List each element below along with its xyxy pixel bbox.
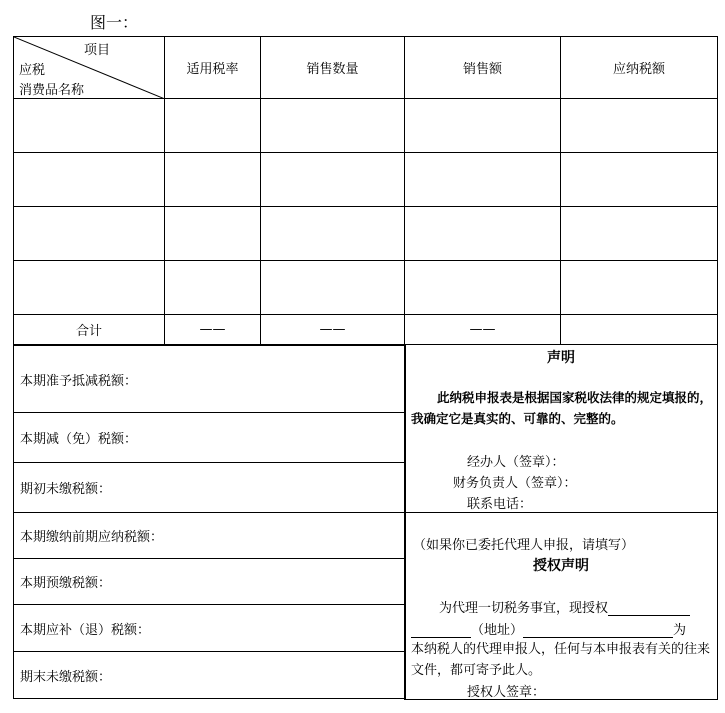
table-row [14, 261, 718, 315]
cell-rate[interactable] [165, 99, 261, 153]
handler-signature-label: 经办人（签章）： [467, 455, 565, 470]
row-prior-period-tax-paid[interactable]: 本期缴纳前期应纳税额： [14, 513, 406, 559]
cell-tax[interactable] [561, 153, 718, 207]
agent-name-field[interactable] [608, 600, 690, 616]
cell-sales[interactable] [405, 261, 561, 315]
declaration-title: 声明 [547, 350, 575, 366]
cell-quantity[interactable] [261, 99, 405, 153]
table-row [14, 207, 718, 261]
total-tax-cell[interactable] [561, 315, 718, 345]
diag-item-label: 项目 [84, 43, 111, 58]
table-row [14, 153, 718, 207]
cell-rate[interactable] [165, 261, 261, 315]
cell-tax[interactable] [561, 207, 718, 261]
cell-product[interactable] [14, 99, 165, 153]
total-rate-dash: —— [165, 315, 261, 345]
cell-tax[interactable] [561, 99, 718, 153]
total-quantity-dash: —— [261, 315, 405, 345]
declaration-body: 此纳税申报表是根据国家税收法律的规定填报的，我确定它是真实的、可靠的、完整的。 [411, 390, 713, 426]
cell-rate[interactable] [165, 153, 261, 207]
authorization-text-2: （地址） [471, 623, 524, 638]
diagonal-header-cell [14, 37, 165, 99]
table-row [14, 99, 718, 153]
cell-product[interactable] [14, 207, 165, 261]
cell-sales[interactable] [405, 153, 561, 207]
authorization-text-1: 为代理一切税务事宜，现授权 [439, 601, 609, 616]
authorization-title: 授权声明 [533, 558, 589, 574]
diag-taxable-label: 应税 [19, 63, 46, 78]
cell-sales[interactable] [405, 207, 561, 261]
authorization-note: （如果你已委托代理人申报，请填写） [413, 538, 635, 553]
agent-name-field-continued[interactable] [411, 622, 471, 638]
row-opening-unpaid-tax[interactable]: 期初未缴税额： [14, 463, 406, 513]
cell-rate[interactable] [165, 207, 261, 261]
tax-items-table [13, 36, 718, 345]
row-prepaid-tax[interactable]: 本期预缴税额： [14, 559, 406, 605]
header-tax-payable: 应纳税额 [561, 37, 718, 99]
agent-address-field[interactable] [523, 622, 673, 638]
cell-quantity[interactable] [261, 261, 405, 315]
authorizer-signature-label: 授权人签章： [467, 685, 546, 700]
figure-label: 图一： [90, 13, 139, 32]
tax-summary-table [13, 345, 406, 699]
total-sales-dash: —— [405, 315, 561, 345]
finance-signature-label: 财务负责人（签章）： [453, 476, 577, 491]
row-supplement-refund-tax[interactable]: 本期应补（退）税额： [14, 605, 406, 652]
authorization-box [404, 512, 718, 700]
cell-product[interactable] [14, 153, 165, 207]
cell-product[interactable] [14, 261, 165, 315]
cell-tax[interactable] [561, 261, 718, 315]
total-row [14, 315, 718, 345]
row-reduced-exempt-tax[interactable]: 本期减（免）税额： [14, 413, 406, 463]
row-deductible-tax[interactable]: 本期准予抵减税额： [14, 346, 406, 413]
total-label: 合计 [14, 315, 165, 345]
phone-label: 联系电话： [467, 497, 533, 512]
header-quantity: 销售数量 [261, 37, 405, 99]
cell-quantity[interactable] [261, 207, 405, 261]
header-tax-rate: 适用税率 [165, 37, 261, 99]
cell-quantity[interactable] [261, 153, 405, 207]
declaration-box [404, 345, 718, 513]
header-sales: 销售额 [405, 37, 561, 99]
diag-product-name-label: 消费品名称 [19, 83, 85, 98]
authorization-text-4: 本纳税人的代理申报人，任何与本申报表有关的往来文件，都可寄予此人。 [411, 642, 711, 678]
authorization-text-3: 为 [673, 623, 687, 638]
cell-sales[interactable] [405, 99, 561, 153]
header-row [14, 37, 718, 99]
row-closing-unpaid-tax[interactable]: 期末未缴税额： [14, 652, 406, 699]
